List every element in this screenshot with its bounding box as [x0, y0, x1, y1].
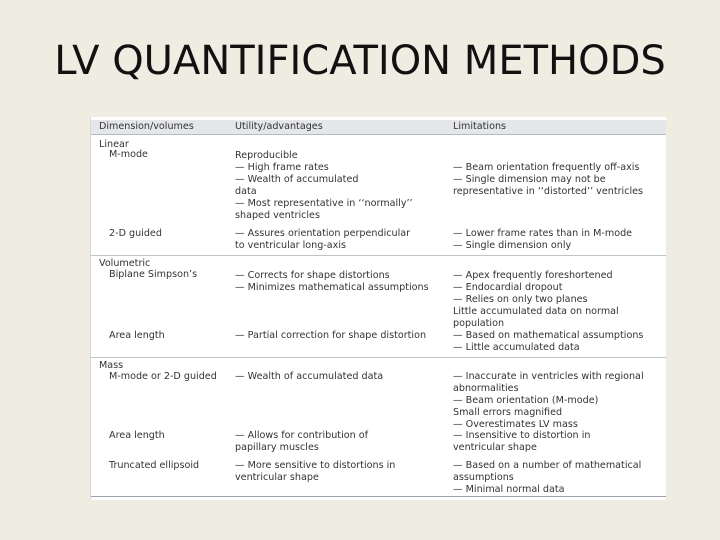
advantage-line: — Assures orientation perpendicular	[235, 228, 411, 239]
limitation-line: — Minimal normal data	[453, 484, 565, 495]
limitation-line: — Endocardial dropout	[453, 282, 563, 293]
method-truncated-ellipsoid: Truncated ellipsoid	[109, 460, 200, 471]
section-divider	[91, 255, 666, 256]
advantage-line: to ventricular long-axis	[235, 240, 346, 251]
limitation-line: — Relies on only two planes	[453, 294, 588, 305]
method-biplane-simpsons: Biplane Simpson’s	[109, 269, 198, 280]
header-advantages: Utility/advantages	[235, 121, 323, 132]
method-2d-guided: 2-D guided	[109, 228, 162, 239]
method-m-mode-or-2d-guided: M-mode or 2-D guided	[109, 371, 217, 382]
advantage-line: — More sensitive to distortions in	[235, 460, 396, 471]
limitation-line: representative in ‘‘distorted’’ ventricles	[453, 186, 644, 197]
advantage-line: — Minimizes mathematical assumptions	[235, 282, 429, 293]
limitation-line: — Overestimates LV mass	[453, 419, 578, 430]
limitation-line: abnormalities	[453, 383, 519, 394]
advantage-line: — Most representative in ‘‘normally’’	[235, 198, 413, 209]
limitation-line: — Lower frame rates than in M-mode	[453, 228, 633, 239]
method-m-mode: M-mode	[109, 149, 148, 160]
advantage-line: — Corrects for shape distortions	[235, 270, 390, 281]
limitation-line: — Inaccurate in ventricles with regional	[453, 371, 644, 382]
header-dimension: Dimension/volumes	[99, 121, 194, 132]
table-bottom-rule	[91, 496, 666, 497]
advantage-line: — Wealth of accumulated	[235, 174, 359, 185]
advantage-line: — Allows for contribution of	[235, 430, 368, 441]
limitation-line: Small errors magnified	[453, 407, 563, 418]
section-label-linear: Linear	[99, 139, 129, 150]
limitation-line: ventricular shape	[453, 442, 537, 453]
advantage-line: ventricular shape	[235, 472, 319, 483]
section-label-volumetric: Volumetric	[99, 258, 151, 269]
limitation-line: population	[453, 318, 505, 329]
advantage-line: data	[235, 186, 257, 197]
limitation-line: — Single dimension only	[453, 240, 572, 251]
limitation-line: — Based on mathematical assumptions	[453, 330, 644, 341]
limitation-line: Little accumulated data on normal	[453, 306, 619, 317]
limitation-line: — Little accumulated data	[453, 342, 580, 353]
limitation-line: — Based on a number of mathematical	[453, 460, 642, 471]
advantage-line: — Partial correction for shape distortion	[235, 330, 427, 341]
section-divider	[91, 357, 666, 358]
limitation-line: — Single dimension may not be	[453, 174, 606, 185]
methods-table	[90, 117, 666, 500]
section-label-mass: Mass	[99, 360, 124, 371]
limitation-line: — Insensitive to distortion in	[453, 430, 591, 441]
header-limitations: Limitations	[453, 121, 507, 132]
advantage-line: shaped ventricles	[235, 210, 320, 221]
slide-title: LV QUANTIFICATION METHODS	[54, 38, 666, 84]
method-area-length: Area length	[109, 330, 165, 341]
limitation-line: assumptions	[453, 472, 514, 483]
limitation-line: — Apex frequently foreshortened	[453, 270, 613, 281]
advantage-line: — High frame rates	[235, 162, 329, 173]
limitation-line: — Beam orientation (M-mode)	[453, 395, 599, 406]
limitation-line: — Beam orientation frequently off-axis	[453, 162, 640, 173]
advantage-line: Reproducible	[235, 150, 298, 161]
advantage-line: — Wealth of accumulated data	[235, 371, 384, 382]
method-area-length-mass: Area length	[109, 430, 165, 441]
advantage-line: papillary muscles	[235, 442, 319, 453]
